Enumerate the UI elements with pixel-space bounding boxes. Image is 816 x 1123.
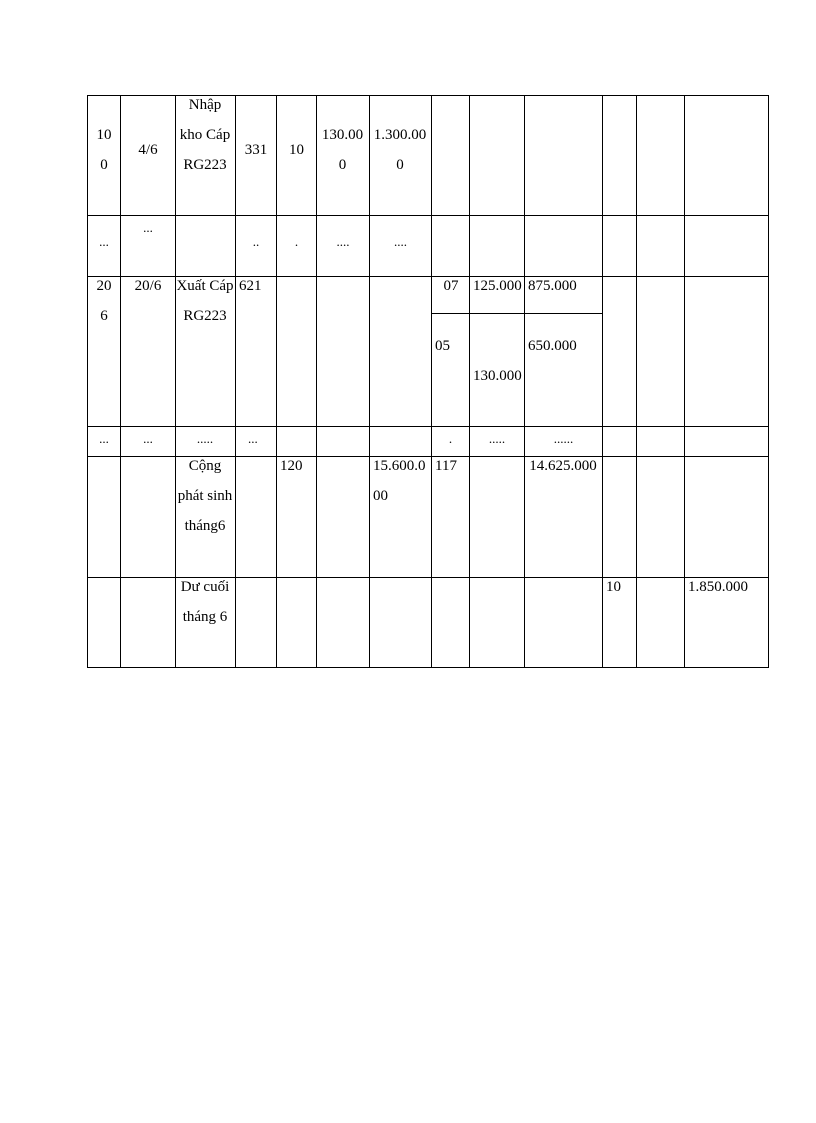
date-cell: 4/6: [138, 142, 158, 158]
voucher-number-cell: 206: [96, 278, 112, 324]
account-cell: 621: [239, 278, 262, 294]
out-quantity-cell: .: [448, 431, 453, 446]
account-cell: ...: [248, 431, 258, 446]
out-amount-cell: 875.000: [528, 278, 577, 294]
description-cell: Xuất Cáp RG223: [176, 278, 234, 324]
account-cell: 331: [244, 142, 268, 158]
in-quantity-cell: 10: [289, 142, 304, 158]
out-unit-price-cell: .....: [488, 431, 506, 446]
date-cell: ...: [143, 431, 153, 446]
out-amount-cell: ......: [553, 431, 574, 446]
balance-amount-cell: 1.850.000: [688, 579, 748, 595]
in-amount-cell: ....: [394, 234, 407, 249]
out-quantity-cell: 05: [435, 338, 450, 354]
in-amount-cell: 15.600.000: [373, 458, 426, 504]
in-quantity-cell: .: [294, 234, 299, 249]
out-quantity-cell: 07: [443, 278, 459, 294]
in-unit-price-cell: 130.000: [321, 127, 364, 173]
in-unit-price-cell: ....: [336, 234, 350, 249]
in-quantity-cell: 120: [280, 458, 303, 474]
in-amount-cell: 1.300.000: [373, 127, 427, 173]
out-unit-price-cell: 130.000: [473, 368, 522, 384]
date-cell: 20/6: [134, 278, 162, 294]
date-cell: ...: [143, 220, 153, 235]
voucher-number-cell: ...: [99, 234, 109, 249]
out-amount-cell: 650.000: [528, 338, 577, 354]
out-quantity-cell: 117: [435, 458, 457, 474]
description-cell: Nhập kho Cáp RG223: [179, 97, 231, 173]
description-cell: Cộng phát sinh tháng6: [177, 458, 233, 534]
balance-quantity-cell: 10: [606, 579, 621, 595]
voucher-number-cell: 100: [96, 127, 112, 173]
account-cell: ..: [252, 234, 260, 249]
voucher-number-cell: ...: [99, 431, 109, 446]
out-unit-price-cell: 125.000: [473, 278, 522, 294]
out-amount-cell: 14.625.000: [529, 458, 597, 474]
description-cell: .....: [196, 431, 214, 446]
description-cell: Dư cuối tháng 6: [180, 579, 230, 625]
